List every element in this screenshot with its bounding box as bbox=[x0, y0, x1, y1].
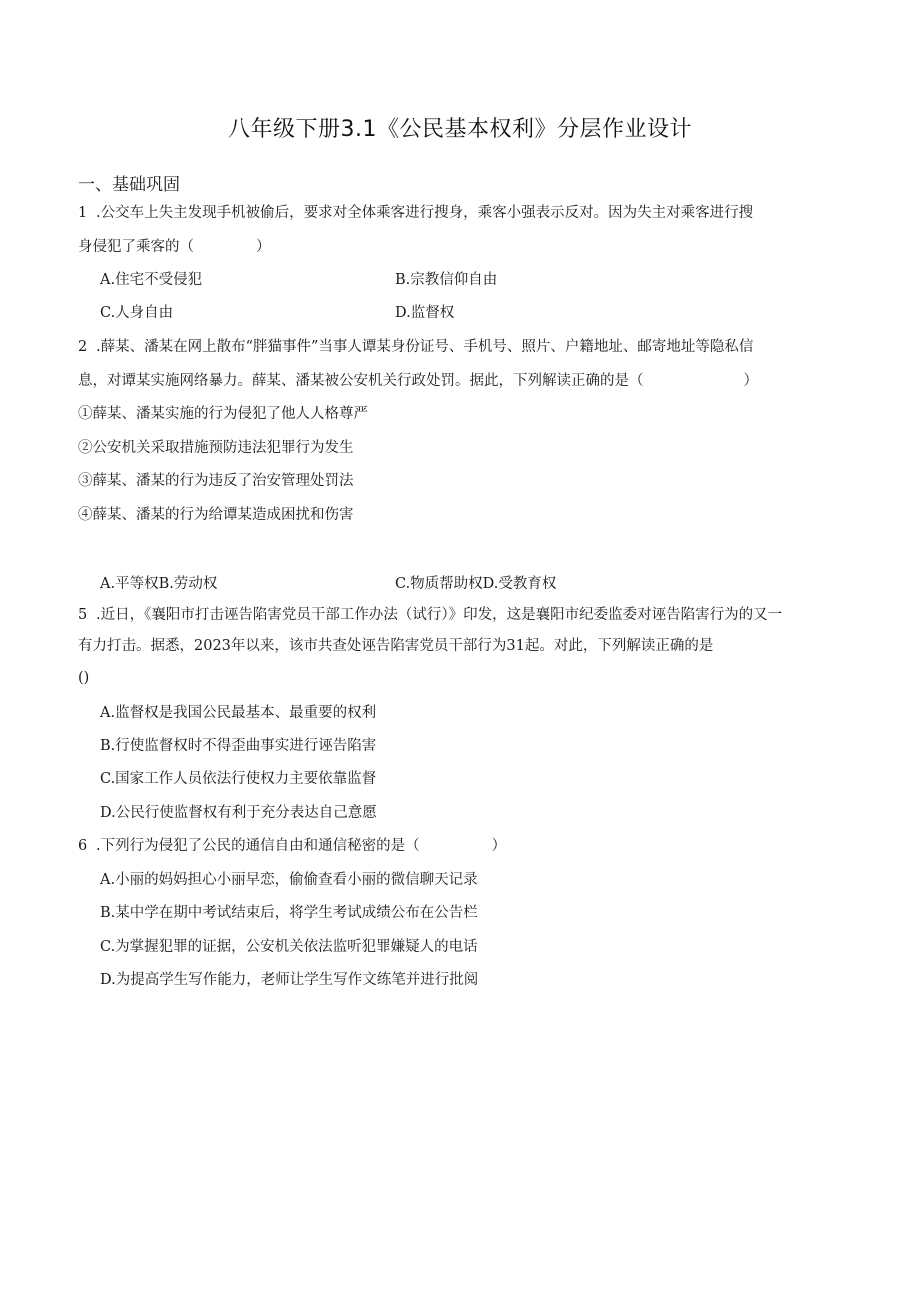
option-c: C.国家工作人员依法行使权力主要依靠监督 bbox=[100, 771, 377, 787]
question-5-stem: .近日，《襄阳市打击诬告陷害党员干部工作办法（试行）》印发，这是襄阳市纪委监委对诬告陷害行为的又一 bbox=[96, 607, 783, 623]
answer-parentheses: () bbox=[78, 670, 90, 686]
question-1-stem-cont: 身侵犯了乘客的（ bbox=[78, 239, 194, 255]
option-c: C.为掌握犯罪的证据，公安机关依法监听犯罪嫌疑人的电话 bbox=[100, 939, 478, 955]
option-d: D.为提高学生写作能力，老师让学生写作文练笔并进行批阅 bbox=[100, 972, 479, 988]
option-ab: A.平等权B.劳动权 bbox=[100, 576, 218, 592]
document-title: 八年级下册3.1《公民基本权利》分层作业设计 bbox=[228, 117, 692, 142]
option-a: A.小丽的妈妈担心小丽早恋，偷偷查看小丽的微信聊天记录 bbox=[100, 872, 478, 888]
section-heading: 一、基础巩固 bbox=[78, 175, 180, 195]
question-2-stem: .薛某、潘某在网上散布“胖猫事件”当事人谭某身份证号、手机号、照片、户籍地址、邮寄地址等隐私信 bbox=[96, 339, 754, 355]
question-2-number: 2 bbox=[78, 339, 88, 355]
question-6-number: 6 bbox=[78, 838, 88, 854]
question-5-line-1 bbox=[78, 608, 782, 623]
question-2-line-1 bbox=[78, 340, 753, 355]
option-b: B.行使监督权时不得歪曲事实进行诬告陷害 bbox=[100, 738, 377, 754]
paren-close: ） bbox=[743, 373, 758, 389]
option-c: C.人身自由 bbox=[100, 305, 174, 321]
option-d: D.监督权 bbox=[395, 305, 455, 321]
question-5-number: 5 bbox=[78, 607, 88, 623]
option-b: B.宗教信仰自由 bbox=[395, 272, 498, 288]
question-1-line-1 bbox=[78, 206, 753, 221]
option-a: A.住宅不受侵犯 bbox=[100, 272, 203, 288]
option-cd: C.物质帮助权D.受教育权 bbox=[395, 576, 557, 592]
question-6-stem: .下列行为侵犯了公民的通信自由和通信秘密的是（ bbox=[96, 838, 420, 854]
question-5-line-2: 有力打击。据悉，2023年以来，该市共查处诬告陷害党员干部行为31起。对此，下列解读正确的是 bbox=[78, 638, 714, 654]
question-2-stem-cont: 息，对谭某实施网络暴力。薛某、潘某被公安机关行政处罚。据此，下列解读正确的是（ bbox=[78, 373, 644, 389]
option-b: B.某中学在期中考试结束后，将学生考试成绩公布在公告栏 bbox=[100, 905, 478, 921]
question-1-number: 1 bbox=[78, 205, 88, 221]
question-1-stem: .公交车上失主发现手机被偷后，要求对全体乘客进行搜身，乘客小强表示反对。因为失主对乘客进行搜 bbox=[96, 205, 754, 221]
question-1-line-2 bbox=[78, 240, 271, 255]
question-2-line-2 bbox=[78, 374, 758, 389]
question-6-line-1 bbox=[78, 839, 506, 854]
paren-close: ） bbox=[256, 239, 271, 255]
option-a: A.监督权是我国公民最基本、最重要的权利 bbox=[100, 705, 377, 721]
statement-2: ②公安机关采取措施预防违法犯罪行为发生 bbox=[78, 440, 354, 456]
option-d: D.公民行使监督权有利于充分表达自己意愿 bbox=[100, 805, 377, 821]
statement-1: ①薛某、潘某实施的行为侵犯了他人人格尊严 bbox=[78, 406, 368, 422]
paren-close: ） bbox=[491, 838, 507, 854]
statement-4: ④薛某、潘某的行为给谭某造成困扰和伤害 bbox=[78, 507, 354, 523]
statement-3: ③薛某、潘某的行为违反了治安管理处罚法 bbox=[78, 473, 354, 489]
